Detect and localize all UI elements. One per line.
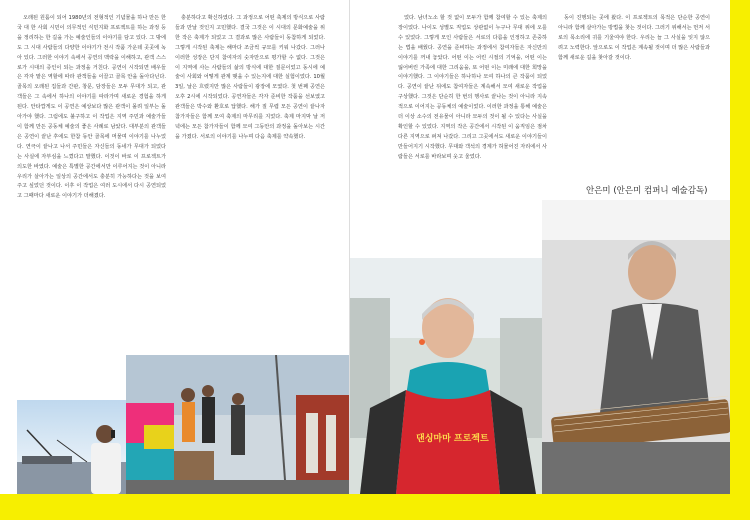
- right-column-1-text: 었다. 남녀노소 할 것 없이 모두가 함께 참여할 수 있는 축제의 장이었다. 나이도 성별도 직업도 상관없이 누구나 무대 위에 오를 수 있었다. 그렇게 모인 사람들은 서로의 다름을 인정하고 존중하는 법을 배웠다. 공연을 준비하는 과정에서 참여자들은 자신만의 이야기를 꺼내 놓았다. 어떤 이는 어린 시절의 기억을, 어떤 이는 잃어버린 가족에 대한 그리움을, 또 어떤 이는 미래에 대한 희망을 이야기했다. 그 이야기들은 하나하나 모여 하나의 큰 작품이 되었다. 공연이 끝난 뒤에도 참여자들은 계속해서 모여 새로운 작업을 구상했다. 그것은 단순히 한 번의 행사로 끝나는 것이 아니라 지속적으로 이어지는 공동체의 예술이었다. 이러한 과정을 통해 예술은 더 이상 소수의 전유물이 아니라 모두의 것이 될 수 있다는 사실을 확인할 수 있었다. 지역의 작은 공간에서 시작된 이 움직임은 점차 다른 지역으로 퍼져 나갔다. 그리고 그곳에서도 새로운 이야기들이 만들어지기 시작했다. 무대와 객석의 경계가 허물어진 자리에서 사람들은 서로를 바라보며 웃고 울었다.: [398, 15, 547, 160]
- photo-man-playing-instrument: [542, 200, 730, 494]
- yellow-background-right: [730, 0, 750, 520]
- left-page-column-2: [175, 14, 325, 358]
- right-page-column-1: [398, 14, 547, 258]
- right-page-column-2: [558, 14, 710, 148]
- photo-dancers-on-stage: [126, 355, 349, 494]
- left-column-1-text: 오래된 원룸이 되어 1980년의 전형적인 기념물을 하나 만든 한국 대 한 사회 시민이 의무적인 식민지화 프로젝트를 하는 과정 등을 정리하는 한 길을 가는 예술인들의 이야기를 담고 있다. 그 밖에도 그 시대 사람들의 다양한 이야기가 전시 작품 가운데 곳곳에 녹아 있다. 그러한 이야기 속에서 공연의 맥락을 이해하고, 관객 스스로가 시대의 증인이 되는 과정을 거친다. 공연이 시작되면 배우들은 각자 맡은 역할에 따라 관객들을 이끌고 골목 안을 돌아다닌다. 골목의 오래된 집들과 간판, 창문, 담장들은 모두 무대가 되고, 관객들은 그 속에서 하나의 이야기를 따라가며 새로운 경험을 하게 된다. 안타깝게도 이 공연은 예상보다 많은 관객이 몰려 일부는 돌아가야 했다. 그럼에도 불구하고 이 작업은 지역 주민과 예술가들이 함께 만든 공동체 예술의 좋은 사례로 남았다. 대부분의 관객들은 공연이 끝난 후에도 한참 동안 골목에 머물며 이야기를 나누었다. 연극이 끝나고 나서 주민들은 자신들의 동네가 무대가 되었다는 사실에 자부심을 느꼈다고 말했다. 이것이 바로 이 프로젝트가 의도한 바였다. 예술은 특별한 공간에서만 이루어지는 것이 아니라 우리가 살아가는 일상의 공간에서도 충분히 가능하다는 것을 보여주고 싶었던 것이다. 이후 이 작업은 여러 도시에서 다시 공연되었고 그때마다 새로운 이야기가 더해졌다.: [17, 15, 166, 200]
- right-column-2-text: 동이 진행되는 곳에 왔다. 이 프로젝트의 목적은 단순한 공연이 아니라 함께 살아가는 방법을 찾는 것이다. 그러기 위해서는 먼저 서로의 목소리에 귀를 기울여야 한다. 우리는 늘 그 사실을 잊지 않으려고 노력한다. 앞으로도 이 작업은 계속될 것이며 더 많은 사람들과 함께 새로운 길을 찾아갈 것이다.: [558, 15, 710, 61]
- photo-woman-with-scarf: [350, 258, 542, 494]
- yellow-background-bottom: [0, 494, 750, 520]
- signature: 안은미 (안은미 컴퍼니 예술감독): [586, 186, 708, 196]
- left-column-2-text: 충분하다고 확신하였다. 그 과정으로 어떤 축제의 방식으로 사람들과 만날 것인지 고민했다. 결국 그것은 이 시대의 문화예술을 위한 작은 축제가 되었고 그 결과로 많은 사람들이 동참하게 되었다. 그렇게 시작된 축제는 해마다 조금씩 규모를 키워 나갔다. 그러나 이러한 성장은 단지 참여자의 숫자만으로 평가할 수 없다. 그것은 이 지역에 사는 사람들의 삶의 방식에 대한 질문이었고 동시에 예술이 사회와 어떻게 관계 맺을 수 있는지에 대한 실험이었다. 10월 3일, 날은 흐렸지만 많은 사람들이 광장에 모였다. 첫 번째 공연은 오후 2시에 시작되었다. 공연자들은 각자 준비한 작품을 선보였고 관객들은 박수와 환호로 답했다. 해가 질 무렵 모든 공연이 끝나자 참가자들은 함께 모여 축제의 마무리를 지었다. 축제 마지막 날 저녁에는 모든 참가자들이 함께 모여 그동안의 과정을 돌아보는 시간을 가졌다. 서로의 이야기를 나누며 다음 축제를 약속했다.: [175, 15, 325, 140]
- left-page-column-1: [17, 14, 166, 406]
- banner-text: 댄싱마마 프로젝트: [416, 434, 489, 444]
